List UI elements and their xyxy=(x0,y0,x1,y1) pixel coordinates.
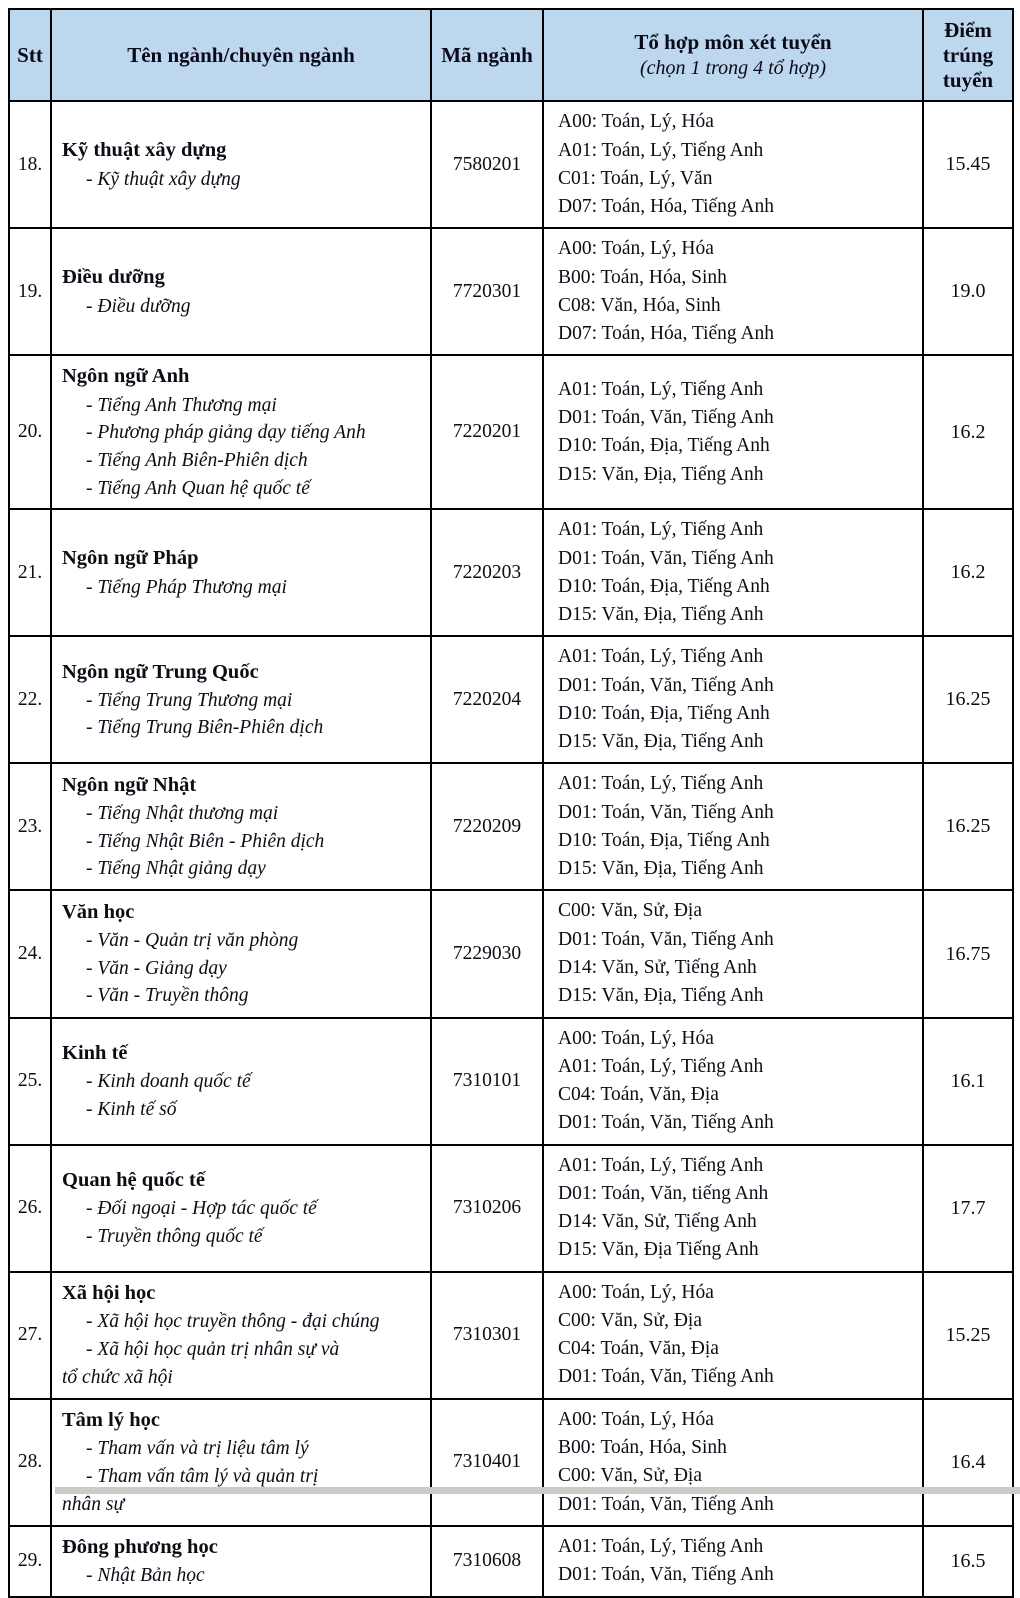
subject-combo: A01: Toán, Lý, Tiếng Anh xyxy=(558,519,764,541)
subject-combos-cell xyxy=(543,228,923,355)
major-code-cell: 7310101 xyxy=(431,1018,543,1145)
subject-combo: D01: Toán, Văn, Tiếng Anh xyxy=(558,1112,774,1134)
admission-score-cell: 16.2 xyxy=(923,509,1013,636)
subject-combo: D10: Toán, Địa, Tiếng Anh xyxy=(558,435,770,457)
subject-combos-cell xyxy=(543,1272,923,1399)
row-number-cell: 25. xyxy=(9,1018,51,1145)
major-code-cell: 7580201 xyxy=(431,101,543,228)
major-specialty: - Tiếng Anh Quan hệ quốc tế xyxy=(86,477,310,499)
subject-combo: D01: Toán, Văn, Tiếng Anh xyxy=(558,547,774,569)
major-specialty: - Truyền thông quốc tế xyxy=(86,1225,263,1247)
subject-combo: A00: Toán, Lý, Hóa xyxy=(558,238,714,260)
major-specialty: - Kỹ thuật xây dựng xyxy=(86,168,241,190)
row-number-cell: 23. xyxy=(9,763,51,890)
admission-score-cell: 16.25 xyxy=(923,636,1013,763)
major-name-cell xyxy=(51,1399,431,1526)
major-specialty: - Văn - Giảng dạy xyxy=(86,957,227,979)
subject-combo: A01: Toán, Lý, Tiếng Anh xyxy=(558,1154,764,1176)
table-row xyxy=(9,1399,1013,1526)
major-code-cell: 7220203 xyxy=(431,509,543,636)
major-specialty: - Kinh tế số xyxy=(86,1098,177,1120)
major-name: Kỹ thuật xây dựng xyxy=(62,139,227,162)
admission-score-cell: 15.25 xyxy=(923,1272,1013,1399)
header-subject-combos xyxy=(543,9,923,101)
row-number-cell: 27. xyxy=(9,1272,51,1399)
major-name: Ngôn ngữ Nhật xyxy=(62,773,197,796)
major-specialty: - Tham vấn và trị liệu tâm lý xyxy=(86,1438,309,1460)
table-row xyxy=(9,636,1013,763)
subject-combos-cell xyxy=(543,1145,923,1272)
table-row xyxy=(9,509,1013,636)
major-specialty: - Đối ngoại - Hợp tác quốc tế xyxy=(86,1197,317,1219)
major-specialty: - Phương pháp giảng dạy tiếng Anh xyxy=(86,422,366,444)
subject-combo: A01: Toán, Lý, Tiếng Anh xyxy=(558,773,764,795)
major-name-cell xyxy=(51,509,431,636)
subject-combo: D01: Toán, Văn, Tiếng Anh xyxy=(558,1493,774,1515)
major-name: Ngôn ngữ Anh xyxy=(62,365,190,388)
admission-score-cell: 16.4 xyxy=(923,1399,1013,1526)
table-row xyxy=(9,101,1013,228)
major-name-cell xyxy=(51,763,431,890)
header-major-name: Tên ngành/chuyên ngành xyxy=(51,9,431,101)
major-name-cell xyxy=(51,890,431,1017)
row-number-cell: 24. xyxy=(9,890,51,1017)
subject-combo: D01: Toán, Văn, Tiếng Anh xyxy=(558,1564,774,1586)
table-row xyxy=(9,1145,1013,1272)
subject-combo: D14: Văn, Sử, Tiếng Anh xyxy=(558,957,757,978)
table-row xyxy=(9,1526,1013,1597)
subject-combos-cell xyxy=(543,1526,923,1597)
major-name: Kinh tế xyxy=(62,1041,128,1064)
subject-combo: D10: Toán, Địa, Tiếng Anh xyxy=(558,829,770,851)
subject-combo: C01: Toán, Lý, Văn xyxy=(558,167,713,189)
major-name: Điều dưỡng xyxy=(62,266,165,289)
major-name-cell xyxy=(51,228,431,355)
major-name: Quan hệ quốc tế xyxy=(62,1168,205,1191)
table-row xyxy=(9,763,1013,890)
major-name-cell xyxy=(51,1145,431,1272)
major-name: Ngôn ngữ Trung Quốc xyxy=(62,660,259,683)
major-name: Ngôn ngữ Pháp xyxy=(62,547,199,570)
major-name: Văn học xyxy=(62,900,135,923)
subject-combo: D01: Toán, Văn, Tiếng Anh xyxy=(558,407,774,429)
admission-score-cell: 15.45 xyxy=(923,101,1013,228)
subject-combo: C00: Văn, Sử, Địa xyxy=(558,1465,703,1487)
major-name: Đông phương học xyxy=(62,1535,218,1558)
admission-score-cell: 16.2 xyxy=(923,355,1013,509)
header-combos-note: (chọn 1 trong 4 tổ hợp) xyxy=(639,56,827,79)
major-code-cell: 7229030 xyxy=(431,890,543,1017)
subject-combo: C00: Văn, Sử, Địa xyxy=(558,900,703,922)
major-name-cell xyxy=(51,101,431,228)
major-specialty: - Tiếng Trung Biên-Phiên dịch xyxy=(86,717,324,739)
major-name: Tâm lý học xyxy=(62,1409,160,1432)
admission-score-cell: 19.0 xyxy=(923,228,1013,355)
major-specialty: - Tiếng Trung Thương mại xyxy=(86,689,293,711)
major-specialty: - Nhật Bản học xyxy=(86,1564,205,1586)
admission-score-cell: 16.5 xyxy=(923,1526,1013,1597)
major-specialty: tổ chức xã hội xyxy=(62,1366,173,1388)
admission-scores-table xyxy=(8,8,1014,1598)
subject-combo: D07: Toán, Hóa, Tiếng Anh xyxy=(558,196,775,218)
major-specialty: nhân sự xyxy=(62,1493,125,1515)
subject-combo: D15: Văn, Địa, Tiếng Anh xyxy=(558,463,764,485)
subject-combos-cell xyxy=(543,509,923,636)
table-row xyxy=(9,228,1013,355)
table-row xyxy=(9,355,1013,509)
subject-combo: D15: Văn, Địa, Tiếng Anh xyxy=(558,604,764,626)
subject-combo: D15: Văn, Địa, Tiếng Anh xyxy=(558,985,764,1007)
major-name-cell xyxy=(51,636,431,763)
admission-score-cell: 16.1 xyxy=(923,1018,1013,1145)
table-body xyxy=(9,101,1013,1596)
row-number-cell: 22. xyxy=(9,636,51,763)
subject-combo: C04: Toán, Văn, Địa xyxy=(558,1084,719,1106)
subject-combo: D15: Văn, Địa, Tiếng Anh xyxy=(558,858,764,880)
subject-combo: D01: Toán, Văn, Tiếng Anh xyxy=(558,801,774,823)
subject-combo: D01: Toán, Văn, Tiếng Anh xyxy=(558,928,774,950)
major-specialty: - Tiếng Anh Biên-Phiên dịch xyxy=(86,449,308,471)
major-specialty: - Văn - Truyền thông xyxy=(86,985,249,1007)
header-major-code: Mã ngành xyxy=(431,9,543,101)
table-header-row xyxy=(9,9,1013,101)
row-number-cell: 26. xyxy=(9,1145,51,1272)
cropped-next-row-edge xyxy=(55,1487,1020,1494)
row-number-cell: 19. xyxy=(9,228,51,355)
subject-combo: A00: Toán, Lý, Hóa xyxy=(558,111,714,133)
subject-combo: A01: Toán, Lý, Tiếng Anh xyxy=(558,1055,764,1077)
subject-combo: D10: Toán, Địa, Tiếng Anh xyxy=(558,575,770,597)
major-code-cell: 7310301 xyxy=(431,1272,543,1399)
major-name: Xã hội học xyxy=(62,1282,156,1305)
row-number-cell: 28. xyxy=(9,1399,51,1526)
major-code-cell: 7310206 xyxy=(431,1145,543,1272)
table-row xyxy=(9,890,1013,1017)
table-row xyxy=(9,1018,1013,1145)
subject-combo: A00: Toán, Lý, Hóa xyxy=(558,1408,714,1430)
header-combos-title: Tổ hợp môn xét tuyển xyxy=(634,29,832,54)
major-specialty: - Điều dưỡng xyxy=(86,295,191,317)
major-name-cell xyxy=(51,355,431,509)
row-number-cell: 20. xyxy=(9,355,51,509)
admission-score-cell: 16.75 xyxy=(923,890,1013,1017)
table-row xyxy=(9,1272,1013,1399)
subject-combo: B00: Toán, Hóa, Sinh xyxy=(558,266,727,288)
major-code-cell: 7720301 xyxy=(431,228,543,355)
subject-combos-cell xyxy=(543,890,923,1017)
subject-combo: A00: Toán, Lý, Hóa xyxy=(558,1281,714,1303)
major-name-cell xyxy=(51,1526,431,1597)
major-specialty: - Kinh doanh quốc tế xyxy=(86,1070,251,1092)
major-name-cell xyxy=(51,1272,431,1399)
subject-combos-cell xyxy=(543,636,923,763)
subject-combos-cell xyxy=(543,1399,923,1526)
subject-combo: A01: Toán, Lý, Tiếng Anh xyxy=(558,139,764,161)
row-number-cell: 29. xyxy=(9,1526,51,1597)
subject-combo: D07: Toán, Hóa, Tiếng Anh xyxy=(558,323,775,345)
subject-combo: D01: Toán, Văn, Tiếng Anh xyxy=(558,1366,774,1388)
subject-combo: C00: Văn, Sử, Địa xyxy=(558,1309,703,1331)
subject-combos-cell xyxy=(543,101,923,228)
subject-combos-cell xyxy=(543,1018,923,1145)
subject-combo: A01: Toán, Lý, Tiếng Anh xyxy=(558,378,764,400)
subject-combo: A00: Toán, Lý, Hóa xyxy=(558,1027,714,1049)
major-code-cell: 7220201 xyxy=(431,355,543,509)
row-number-cell: 21. xyxy=(9,509,51,636)
major-code-cell: 7310401 xyxy=(431,1399,543,1526)
major-specialty: - Xã hội học quản trị nhân sự và xyxy=(86,1338,340,1360)
major-specialty: - Tiếng Anh Thương mại xyxy=(86,394,277,416)
subject-combo: D10: Toán, Địa, Tiếng Anh xyxy=(558,702,770,724)
subject-combo: D15: Văn, Địa, Tiếng Anh xyxy=(558,731,764,753)
major-specialty: - Tiếng Pháp Thương mại xyxy=(86,576,287,598)
subject-combo: C08: Văn, Hóa, Sinh xyxy=(558,294,721,316)
major-code-cell: 7220204 xyxy=(431,636,543,763)
major-specialty: - Xã hội học truyền thông - đại chúng xyxy=(86,1311,380,1333)
major-code-cell: 7220209 xyxy=(431,763,543,890)
subject-combos-cell xyxy=(543,763,923,890)
admission-score-cell: 17.7 xyxy=(923,1145,1013,1272)
subject-combos-cell xyxy=(543,355,923,509)
subject-combo: D15: Văn, Địa Tiếng Anh xyxy=(558,1239,759,1261)
header-admission-score: Điểm trúng tuyển xyxy=(923,9,1013,101)
row-number-cell: 18. xyxy=(9,101,51,228)
subject-combo: A01: Toán, Lý, Tiếng Anh xyxy=(558,646,764,668)
subject-combo: D01: Toán, Văn, tiếng Anh xyxy=(558,1182,769,1204)
subject-combo: B00: Toán, Hóa, Sinh xyxy=(558,1436,727,1458)
subject-combo: C04: Toán, Văn, Địa xyxy=(558,1338,719,1360)
major-name-cell xyxy=(51,1018,431,1145)
major-code-cell: 7310608 xyxy=(431,1526,543,1597)
major-specialty: - Văn - Quản trị văn phòng xyxy=(86,930,299,952)
major-specialty: - Tham vấn tâm lý và quản trị xyxy=(86,1465,319,1487)
header-stt: Stt xyxy=(9,9,51,101)
subject-combo: A01: Toán, Lý, Tiếng Anh xyxy=(558,1535,764,1557)
admission-score-cell: 16.25 xyxy=(923,763,1013,890)
major-specialty: - Tiếng Nhật thương mại xyxy=(86,802,279,824)
major-specialty: - Tiếng Nhật Biên - Phiên dịch xyxy=(86,830,325,852)
major-specialty: - Tiếng Nhật giảng dạy xyxy=(86,858,266,880)
subject-combo: D01: Toán, Văn, Tiếng Anh xyxy=(558,674,774,696)
subject-combo: D14: Văn, Sử, Tiếng Anh xyxy=(558,1211,757,1233)
